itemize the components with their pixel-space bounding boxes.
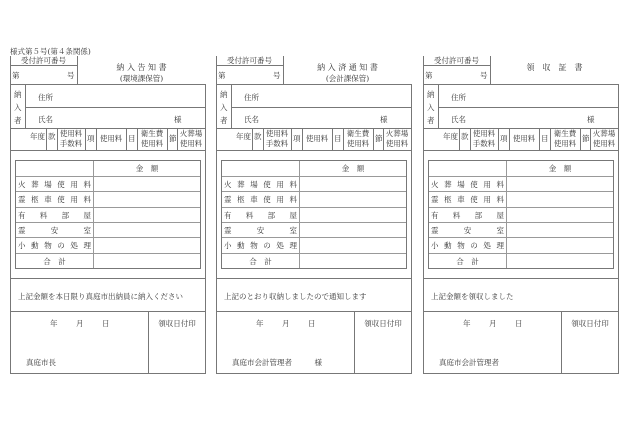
rule-line (216, 373, 412, 374)
day-label: 日 (308, 319, 316, 328)
fee-header-moku: 目 (128, 134, 136, 143)
rule-line (438, 84, 439, 128)
table-row-line (16, 237, 200, 238)
total-label: 合 計 (43, 257, 66, 266)
payer-char-1: 納 (427, 90, 435, 99)
rule-line (216, 278, 412, 279)
fee-header-fee4a: 火葬場 (179, 129, 203, 138)
stamp-label: 領収日付印 (158, 319, 196, 328)
fee-header-moku: 目 (334, 134, 342, 143)
table-row-line (429, 207, 613, 208)
dai-label: 第 (12, 71, 20, 80)
table-row-line (429, 253, 613, 254)
total-label: 合 計 (456, 257, 479, 266)
year-label: 年 (463, 319, 471, 328)
fee-header-setsu: 節 (375, 134, 383, 143)
fee-header-fee1a: 使用料 (265, 129, 289, 138)
rule-line (459, 128, 460, 150)
name-label: 氏名 (38, 115, 53, 124)
fee-header-moku: 目 (541, 134, 549, 143)
fee-header-nendo: 年度 (443, 132, 458, 141)
rule-line (167, 128, 168, 150)
table-row-line (222, 253, 406, 254)
item-small-animal: 小 動 物 の 処 理 (224, 241, 297, 250)
rule-line (438, 107, 619, 108)
rule-line (10, 311, 206, 312)
permit-number-label: 受付許可番号 (434, 56, 479, 65)
message-text: 上記金額を領収しました (431, 292, 514, 301)
amount-table (15, 160, 201, 269)
fee-header-fee1b: 手数料 (265, 139, 289, 148)
panel-payment-notice (10, 56, 206, 374)
address-label: 住所 (451, 93, 466, 102)
table-row-line (429, 237, 613, 238)
fee-header-fee2: 使用料 (99, 134, 123, 143)
document-subtitle: (環境課保管) (119, 74, 164, 83)
item-cremation-fee: 火 葬 場 使 用 料 (18, 180, 91, 189)
rule-line (216, 56, 217, 374)
fee-header-fee4b: 使用料 (592, 139, 616, 148)
fee-header-nendo: 年度 (236, 132, 251, 141)
rule-line (291, 128, 292, 150)
item-hearse-fee: 霊 柩 車 使 用 料 (431, 195, 504, 204)
dai-label: 第 (218, 71, 226, 80)
rule-line (423, 373, 619, 374)
sama-label: 様 (587, 115, 595, 124)
rule-line (10, 65, 77, 66)
item-hearse-fee: 霊 柩 車 使 用 料 (18, 195, 91, 204)
item-mortuary: 霊 安 室 (431, 226, 504, 235)
day-label: 日 (515, 319, 523, 328)
rule-line (299, 161, 300, 268)
table-row-line (16, 222, 200, 223)
fee-header-fee1b: 手数料 (59, 139, 83, 148)
rule-line (216, 65, 283, 66)
rule-line (216, 150, 412, 151)
month-label: 月 (282, 319, 290, 328)
fee-header-kou: 項 (500, 134, 508, 143)
rule-line (423, 84, 619, 85)
year-label: 年 (50, 319, 58, 328)
document-subtitle: (会計課保管) (325, 74, 370, 83)
fee-header-fee4a: 火葬場 (592, 129, 616, 138)
rule-line (126, 128, 127, 150)
payer-char-3: 者 (427, 116, 435, 125)
rule-line (423, 65, 490, 66)
name-label: 氏名 (244, 115, 259, 124)
table-row-line (222, 237, 406, 238)
day-label: 日 (102, 319, 110, 328)
fee-header-fee4b: 使用料 (385, 139, 409, 148)
fee-header-setsu: 節 (582, 134, 590, 143)
fee-header-fee1a: 使用料 (59, 129, 83, 138)
document-title: 納 入 済 通 知 書 (317, 63, 378, 72)
item-paid-room: 有 料 部 屋 (18, 211, 91, 220)
fee-header-fee3a: 衛生費 (553, 129, 577, 138)
rule-line (10, 84, 206, 85)
fee-header-fee4b: 使用料 (179, 139, 203, 148)
rule-line (423, 150, 619, 151)
amount-header: 金 額 (341, 164, 365, 173)
table-row-line (222, 176, 406, 177)
permit-number-label: 受付許可番号 (21, 56, 66, 65)
rule-line (332, 128, 333, 150)
amount-header: 金 額 (548, 164, 572, 173)
rule-line (373, 128, 374, 150)
rule-line (25, 107, 206, 108)
table-row-line (16, 191, 200, 192)
payer-char-1: 納 (220, 90, 228, 99)
fee-header-fee2: 使用料 (512, 134, 536, 143)
rule-line (216, 84, 412, 85)
document-title: 納 入 告 知 書 (116, 63, 167, 72)
table-row-line (16, 253, 200, 254)
fee-header-kan: 款 (461, 132, 469, 141)
rule-line (252, 128, 253, 150)
amount-header: 金 額 (135, 164, 159, 173)
rule-line (423, 56, 424, 374)
rule-line (539, 128, 540, 150)
table-row-line (429, 176, 613, 177)
table-row-line (222, 222, 406, 223)
rule-line (423, 311, 619, 312)
name-label: 氏名 (451, 115, 466, 124)
stamp-label: 領収日付印 (364, 319, 402, 328)
signer-label: 真庭市会計管理者 様 (232, 358, 322, 367)
payer-char-3: 者 (14, 116, 22, 125)
rule-line (85, 128, 86, 150)
fee-header-fee3b: 使用料 (346, 139, 370, 148)
table-row-line (429, 191, 613, 192)
item-paid-room: 有 料 部 屋 (431, 211, 504, 220)
payer-char-3: 者 (220, 116, 228, 125)
signer-label: 真庭市会計管理者 (439, 358, 499, 367)
fee-header-fee1b: 手数料 (472, 139, 496, 148)
fee-header-fee3a: 衛生費 (140, 129, 164, 138)
go-label: 号 (480, 71, 488, 80)
fee-header-kan: 款 (254, 132, 262, 141)
message-text: 上記のとおり収納しましたので通知します (224, 292, 367, 301)
fee-header-fee3b: 使用料 (140, 139, 164, 148)
fee-header-fee2: 使用料 (305, 134, 329, 143)
payer-char-2: 入 (427, 103, 435, 112)
panel-payment-completed-notice (216, 56, 412, 374)
message-text: 上記金額を本日限り真庭市出納員に納入ください (18, 292, 183, 301)
fee-header-fee4a: 火葬場 (385, 129, 409, 138)
payer-char-2: 入 (220, 103, 228, 112)
amount-table (428, 160, 614, 269)
rule-line (423, 278, 619, 279)
permit-number-label: 受付許可番号 (227, 56, 272, 65)
fee-header-fee1a: 使用料 (472, 129, 496, 138)
table-row-line (222, 191, 406, 192)
rule-line (231, 107, 412, 108)
stamp-label: 領収日付印 (571, 319, 609, 328)
panel-receipt (423, 56, 619, 374)
rule-line (10, 56, 11, 374)
fee-header-setsu: 節 (169, 134, 177, 143)
go-label: 号 (273, 71, 281, 80)
rule-line (498, 128, 499, 150)
amount-table (221, 160, 407, 269)
table-row-line (16, 176, 200, 177)
fee-header-kan: 款 (48, 132, 56, 141)
rule-line (46, 128, 47, 150)
item-mortuary: 霊 安 室 (224, 226, 297, 235)
rule-line (506, 161, 507, 268)
rule-line (580, 128, 581, 150)
signer-label: 真庭市長 (26, 358, 56, 367)
fee-header-nendo: 年度 (30, 132, 45, 141)
item-cremation-fee: 火 葬 場 使 用 料 (224, 180, 297, 189)
table-row-line (222, 207, 406, 208)
go-label: 号 (67, 71, 75, 80)
document-title: 領 収 証 書 (526, 63, 583, 72)
rule-line (25, 84, 26, 128)
item-hearse-fee: 霊 柩 車 使 用 料 (224, 195, 297, 204)
item-cremation-fee: 火 葬 場 使 用 料 (431, 180, 504, 189)
fee-header-kou: 項 (293, 134, 301, 143)
item-mortuary: 霊 安 室 (18, 226, 91, 235)
rule-line (10, 373, 206, 374)
month-label: 月 (489, 319, 497, 328)
sama-label: 様 (380, 115, 388, 124)
table-row-line (429, 222, 613, 223)
payer-char-2: 入 (14, 103, 22, 112)
address-label: 住所 (244, 93, 259, 102)
rule-line (216, 311, 412, 312)
item-paid-room: 有 料 部 屋 (224, 211, 297, 220)
rule-line (93, 161, 94, 268)
sama-label: 様 (174, 115, 182, 124)
address-label: 住所 (38, 93, 53, 102)
fee-header-fee3b: 使用料 (553, 139, 577, 148)
total-label: 合 計 (249, 257, 272, 266)
fee-header-fee3a: 衛生費 (346, 129, 370, 138)
month-label: 月 (76, 319, 84, 328)
rule-line (10, 278, 206, 279)
item-small-animal: 小 動 物 の 処 理 (18, 241, 91, 250)
rule-line (231, 84, 232, 128)
item-small-animal: 小 動 物 の 処 理 (431, 241, 504, 250)
table-row-line (16, 207, 200, 208)
payer-char-1: 納 (14, 90, 22, 99)
fee-header-kou: 項 (87, 134, 95, 143)
dai-label: 第 (425, 71, 433, 80)
rule-line (10, 150, 206, 151)
form-number-label: 様式第５号(第４条関係) (10, 47, 91, 56)
year-label: 年 (256, 319, 264, 328)
